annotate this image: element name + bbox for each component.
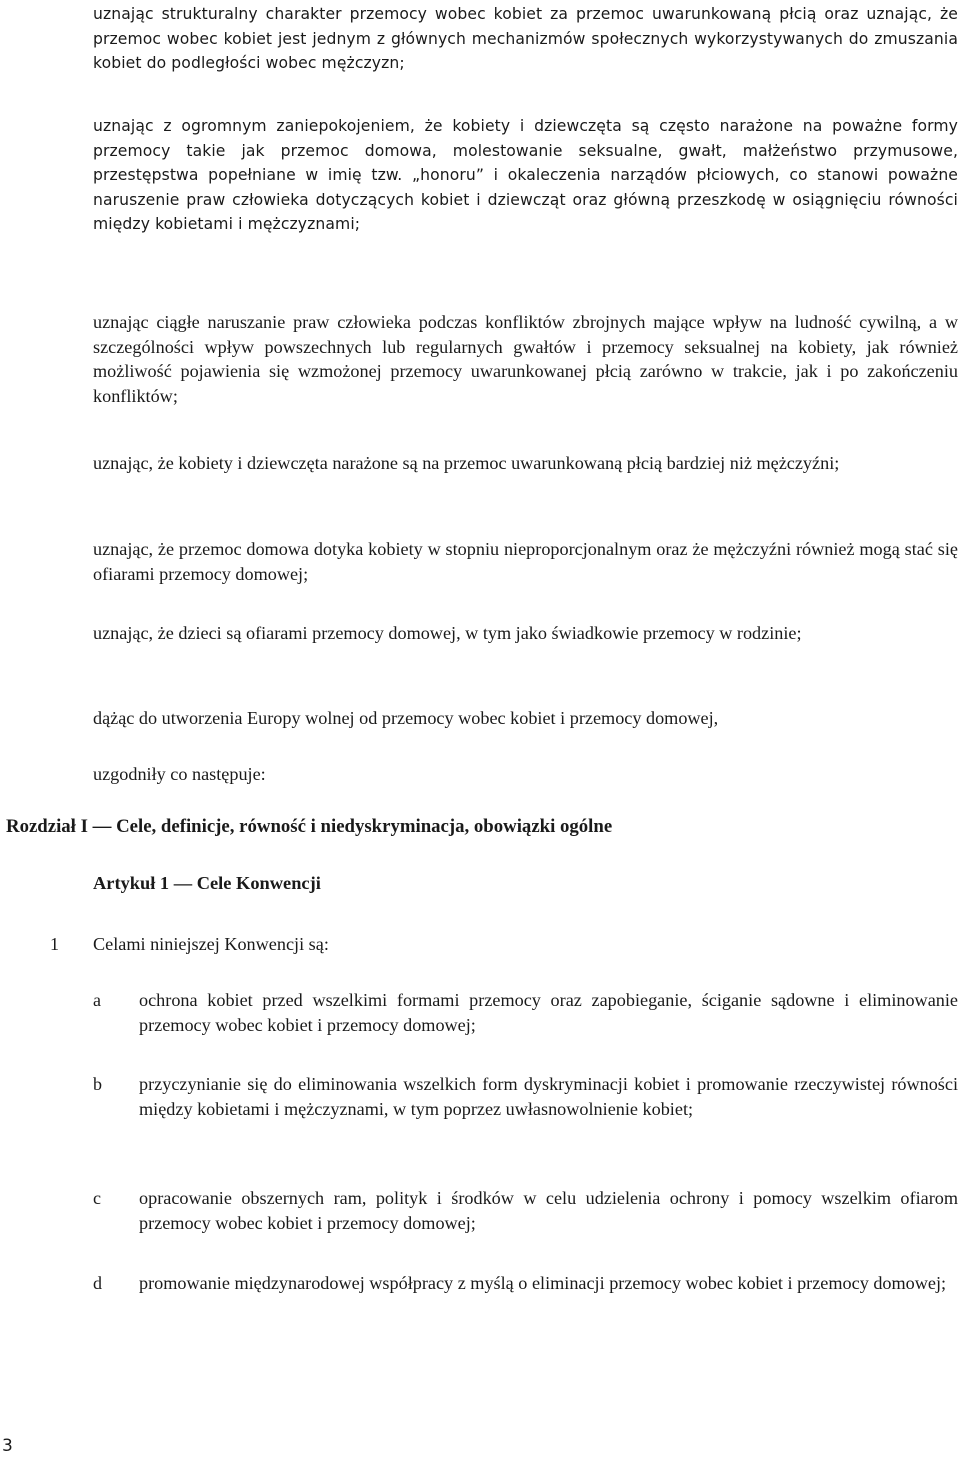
list-item-letter-d: d bbox=[93, 1273, 102, 1293]
recital-paragraph-1: uznając strukturalny charakter przemocy wobec kobiet za przemoc uwarunkowaną płcią oraz uznając, że przemoc wobec kobiet jest jednym z głównych mechanizmów społecznych wykorzystywanych do zmuszania kobiet do podległości wobec mężczyzn; bbox=[93, 5, 958, 72]
recital-paragraph-5: uznając, że przemoc domowa dotyka kobiety w stopniu nieproporcjonalnym oraz że mężczyźni również mogą stać się ofiarami przemocy domowej; bbox=[93, 539, 958, 584]
page-number: 3 bbox=[2, 1436, 13, 1456]
clause-text: Celami niniejszej Konwencji są: bbox=[93, 934, 329, 954]
clause-number: 1 bbox=[50, 934, 59, 954]
list-item-text-a: ochrona kobiet przed wszelkimi formami przemocy oraz zapobieganie, ściganie sądowne i eliminowanie przemocy wobec kobiet i przemocy domowej; bbox=[139, 990, 958, 1035]
list-item-letter-c: c bbox=[93, 1188, 101, 1208]
recital-paragraph-3: uznając ciągłe naruszanie praw człowieka podczas konfliktów zbrojnych mające wpływ na ludność cywilną, a w szczególności wpływ powszechnych lub regularnych gwałtów i przemocy seksualnej na kobiety, jak również możliwość pojawienia się wzmożonej przemocy uwarunkowanej płcią zarówno w trakcie, jak i po zakończeniu konfliktów; bbox=[93, 312, 958, 406]
article-heading: Artykuł 1 — Cele Konwencji bbox=[93, 873, 321, 893]
list-item-letter-a: a bbox=[93, 990, 101, 1010]
recital-paragraph-4: uznając, że kobiety i dziewczęta narażone są na przemoc uwarunkowaną płcią bardziej niż mężczyźni; bbox=[93, 453, 840, 473]
recital-paragraph-2: uznając z ogromnym zaniepokojeniem, że kobiety i dziewczęta są często narażone na poważne formy przemocy takie jak przemoc domowa, molestowanie seksualne, gwałt, małżeństwo przymusowe, przestępstwa popełniane w imię tzw. „honoru” i okaleczenia narządów płciowych, co stanowi poważne naruszenie praw człowieka dotyczących kobiet i dziewcząt oraz główną przeszkodę w osiągnięciu równości między kobietami i mężczyznami; bbox=[93, 117, 958, 233]
recital-paragraph-6: uznając, że dzieci są ofiarami przemocy domowej, w tym jako świadkowie przemocy w rodzinie; bbox=[93, 623, 802, 643]
list-item-text-c: opracowanie obszernych ram, polityk i środków w celu udzielenia ochrony i pomocy wszelkim ofiarom przemocy wobec kobiet i przemocy domowej; bbox=[139, 1188, 958, 1233]
recital-paragraph-7: dążąc do utworzenia Europy wolnej od przemocy wobec kobiet i przemocy domowej, bbox=[93, 708, 719, 728]
list-item-letter-b: b bbox=[93, 1074, 102, 1094]
list-item-text-d: promowanie międzynarodowej współpracy z myślą o eliminacji przemocy wobec kobiet i przemocy domowej; bbox=[139, 1273, 947, 1293]
chapter-heading: Rozdział I — Cele, definicje, równość i niedyskryminacja, obowiązki ogólne bbox=[6, 816, 613, 837]
list-item-text-b: przyczynianie się do eliminowania wszelkich form dyskryminacji kobiet i promowanie rzeczywistej równości między kobietami i mężczyznami, w tym poprzez uwłasnowolnienie kobiet; bbox=[139, 1074, 958, 1119]
agreement-statement: uzgodniły co następuje: bbox=[93, 764, 266, 784]
